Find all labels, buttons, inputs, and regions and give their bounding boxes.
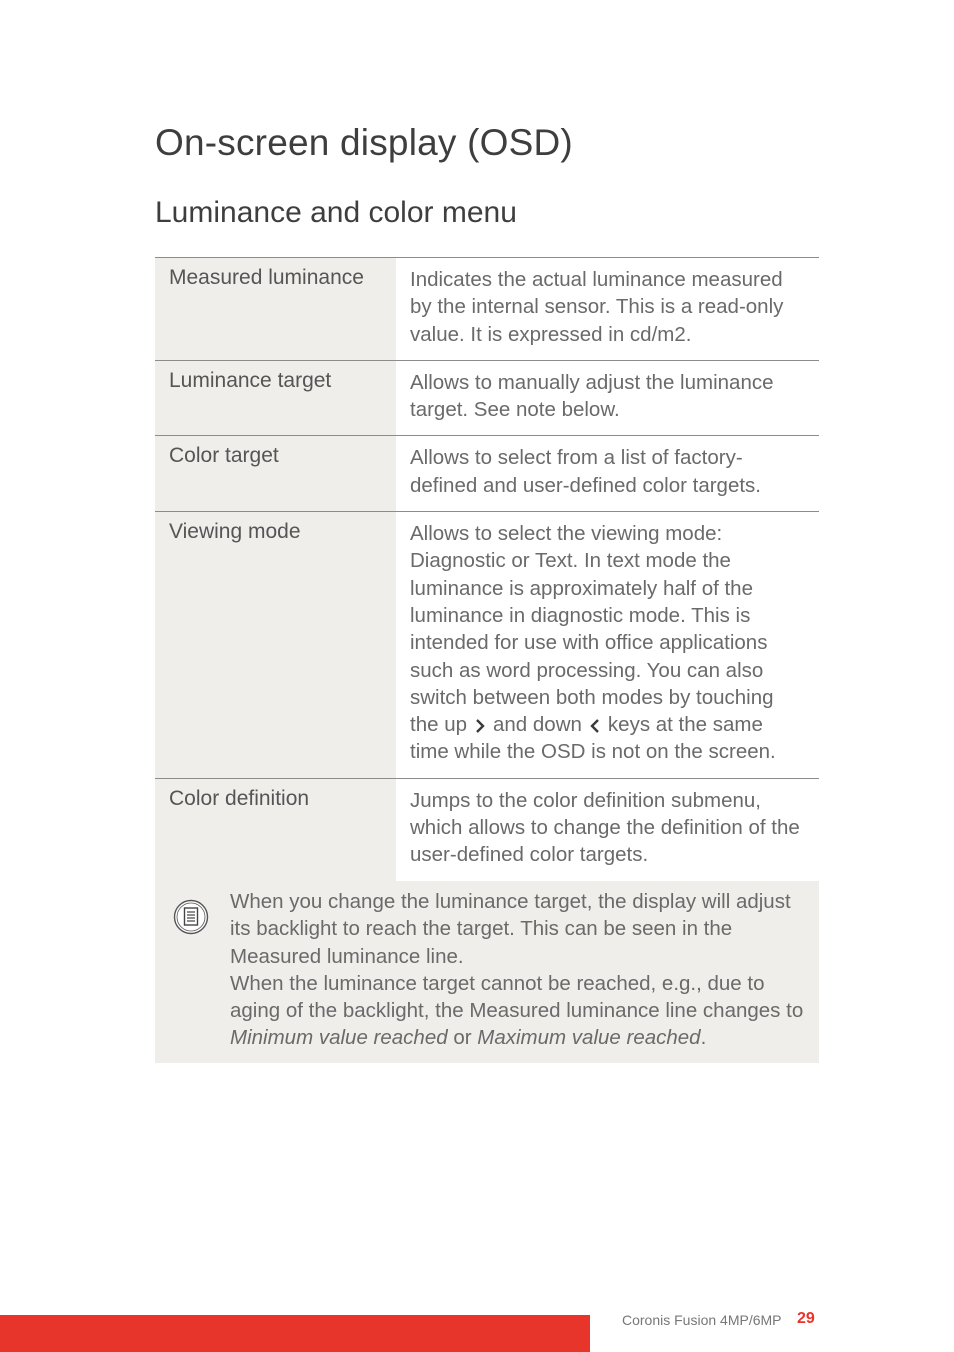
- desc-part: Allows to select the viewing mode: Diagnostic or Text. In text mode the luminance is approximately half of the luminance in diagnostic mode. This is intended for use with office applications such as word processing. You can also switch between both modes by touching the up: [410, 522, 774, 737]
- row-description: Indicates the actual luminance measured by the internal sensor. This is a read-only value. It is expressed in cd/m2.: [396, 258, 819, 361]
- chevron-right-icon: [475, 718, 485, 734]
- footer-accent-bar: [0, 1315, 590, 1352]
- row-term: Measured luminance: [155, 258, 396, 361]
- note-text: [230, 888, 810, 1052]
- note-text-part: When the luminance target cannot be reached, e.g., due to aging of the backlight, the Measured luminance line changes to: [230, 971, 804, 1023]
- chevron-left-icon: [590, 718, 600, 734]
- table-row: [155, 436, 819, 512]
- note-text-part: .: [700, 1026, 707, 1050]
- row-description: [396, 512, 819, 779]
- desc-part: and down: [493, 713, 582, 737]
- note-text-part: or: [453, 1026, 472, 1050]
- table-row: [155, 258, 819, 361]
- note-icon: [173, 899, 209, 935]
- row-term: Color target: [155, 436, 396, 512]
- row-term: Viewing mode: [155, 512, 396, 779]
- note-emphasis: Maximum value reached: [477, 1026, 701, 1050]
- desc-part: keys at the same time while the OSD is not on the screen.: [410, 713, 776, 764]
- note-paragraph: [230, 970, 810, 1052]
- table-row: [155, 360, 819, 436]
- note-box: [155, 881, 819, 1063]
- page-number: 29: [797, 1310, 815, 1327]
- row-term: Color definition: [155, 778, 396, 881]
- row-term: Luminance target: [155, 360, 396, 436]
- row-description: Jumps to the color definition submenu, which allows to change the definition of the user-defined color targets.: [396, 778, 819, 881]
- row-description: Allows to manually adjust the luminance target. See note below.: [396, 360, 819, 436]
- footer-product-name: Coronis Fusion 4MP/6MP: [622, 1312, 782, 1328]
- table-row: [155, 512, 819, 779]
- chapter-title: On-screen display (OSD): [155, 122, 573, 163]
- section-title: Luminance and color menu: [155, 196, 517, 229]
- table-row: [155, 778, 819, 881]
- row-description: Allows to select from a list of factory-defined and user-defined color targets.: [396, 436, 819, 512]
- note-paragraph: When you change the luminance target, the display will adjust its backlight to reach the target. This can be seen in the Measured luminance line.: [230, 890, 791, 968]
- note-emphasis: Minimum value reached: [230, 1026, 448, 1050]
- luminance-color-menu-table: [155, 257, 819, 882]
